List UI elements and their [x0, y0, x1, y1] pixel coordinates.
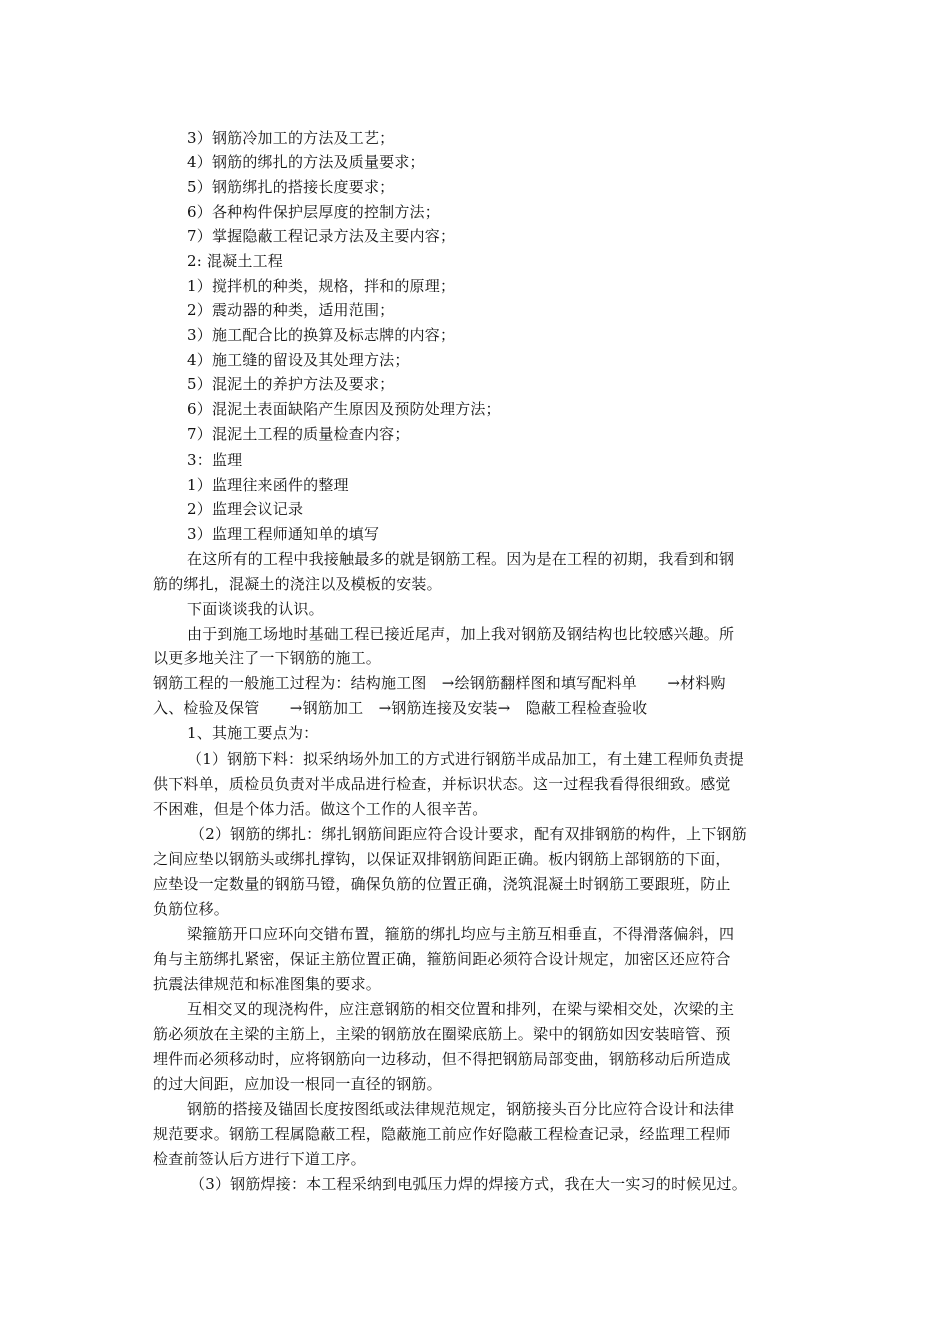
text-line: 3）监理工程师通知单的填写	[187, 525, 380, 543]
paragraph-line: 在这所有的工程中我接触最多的就是钢筋工程。因为是在工程的初期，我看到和钢	[187, 550, 735, 568]
text-line: 2）监理会议记录	[187, 500, 304, 518]
text-line: 6）各种构件保护层厚度的控制方法；	[187, 203, 440, 221]
text-line: 3）施工配合比的换算及标志牌的内容；	[187, 326, 456, 344]
text-line: 7）混泥土工程的质量检查内容；	[187, 425, 410, 443]
text-line: 2）震动器的种类，适用范围；	[187, 301, 395, 319]
text-line: 1）监理往来函件的整理	[187, 476, 349, 494]
paragraph-line: 埋件而必须移动时，应将钢筋向一边移动，但不得把钢筋局部变曲，钢筋移动后所造成	[153, 1050, 731, 1068]
paragraph-line: 梁箍筋开口应环向交错布置，箍筋的绑扎均应与主筋互相垂直，不得滑落偏斜，四	[187, 925, 735, 943]
section-heading: 2: 混凝土工程	[187, 252, 283, 270]
text-line: 3）钢筋冷加工的方法及工艺；	[187, 129, 395, 147]
paragraph-line: 互相交叉的现浇构件，应注意钢筋的相交位置和排列，在梁与梁相交处，次梁的主	[187, 1000, 735, 1018]
paragraph-line: 下面谈谈我的认识。	[187, 600, 324, 618]
paragraph-line: 不困难，但是个体力活。做这个工作的人很辛苦。	[153, 800, 488, 818]
paragraph-line: 筋的绑扎，混凝土的浇注以及模板的安装。	[153, 575, 442, 593]
paragraph-line: （3）钢筋焊接：本工程采纳到电弧压力焊的焊接方式，我在大一实习的时候见过。	[190, 1175, 747, 1193]
text-line: 4）施工缝的留设及其处理方法；	[187, 351, 410, 369]
paragraph-line: 以更多地关注了一下钢筋的施工。	[153, 649, 382, 667]
text-line: 5）钢筋绑扎的搭接长度要求；	[187, 178, 395, 196]
paragraph-line: 角与主筋绑扎紧密，保证主筋位置正确，箍筋间距必须符合设计规定，加密区还应符合	[153, 950, 731, 968]
paragraph-line: 的过大间距，应加设一根同一直径的钢筋。	[153, 1075, 442, 1093]
text-line: 5）混泥土的养护方法及要求；	[187, 375, 395, 393]
paragraph-line: 入、检验及保管 →钢筋加工 →钢筋连接及安装→ 隐蔽工程检查验收	[153, 699, 648, 717]
paragraph-line: 供下料单，质检员负责对半成品进行检查，并标识状态。这一过程我看得很细致。感觉	[153, 775, 731, 793]
paragraph-line: 检查前签认后方进行下道工序。	[153, 1150, 366, 1168]
paragraph-line: （2）钢筋的绑扎：绑扎钢筋间距应符合设计要求，配有双排钢筋的构件，上下钢筋	[190, 825, 747, 843]
paragraph-line: 应垫设一定数量的钢筋马镫，确保负筋的位置正确，浇筑混凝土时钢筋工要跟班，防止	[153, 875, 731, 893]
paragraph-line: 抗震法律规范和标准图集的要求。	[153, 975, 382, 993]
paragraph-line: （1）钢筋下料：拟采纳场外加工的方式进行钢筋半成品加工，有土建工程师负责提	[187, 750, 744, 768]
paragraph-line: 钢筋工程的一般施工过程为：结构施工图 →绘钢筋翻样图和填写配料单 →材料购	[153, 674, 726, 692]
text-line: 7）掌握隐蔽工程记录方法及主要内容；	[187, 227, 456, 245]
paragraph-line: 1、其施工要点为：	[187, 724, 319, 742]
paragraph-line: 之间应垫以钢筋头或绑扎撑钩，以保证双排钢筋间距正确。板内钢筋上部钢筋的下面，	[153, 850, 731, 868]
section-heading: 3：监理	[187, 451, 243, 469]
text-line: 4）钢筋的绑扎的方法及质量要求；	[187, 153, 425, 171]
paragraph-line: 筋必须放在主梁的主筋上，主梁的钢筋放在圈梁底筋上。梁中的钢筋如因安装暗管、预	[153, 1025, 731, 1043]
paragraph-line: 由于到施工场地时基础工程已接近尾声，加上我对钢筋及钢结构也比较感兴趣。所	[187, 625, 735, 643]
paragraph-line: 钢筋的搭接及锚固长度按图纸或法律规范规定，钢筋接头百分比应符合设计和法律	[187, 1100, 735, 1118]
paragraph-line: 规范要求。钢筋工程属隐蔽工程，隐蔽施工前应作好隐蔽工程检查记录，经监理工程师	[153, 1125, 731, 1143]
text-line: 1）搅拌机的种类，规格，拌和的原理；	[187, 277, 456, 295]
text-line: 6）混泥土表面缺陷产生原因及预防处理方法；	[187, 400, 501, 418]
paragraph-line: 负筋位移。	[153, 900, 230, 918]
